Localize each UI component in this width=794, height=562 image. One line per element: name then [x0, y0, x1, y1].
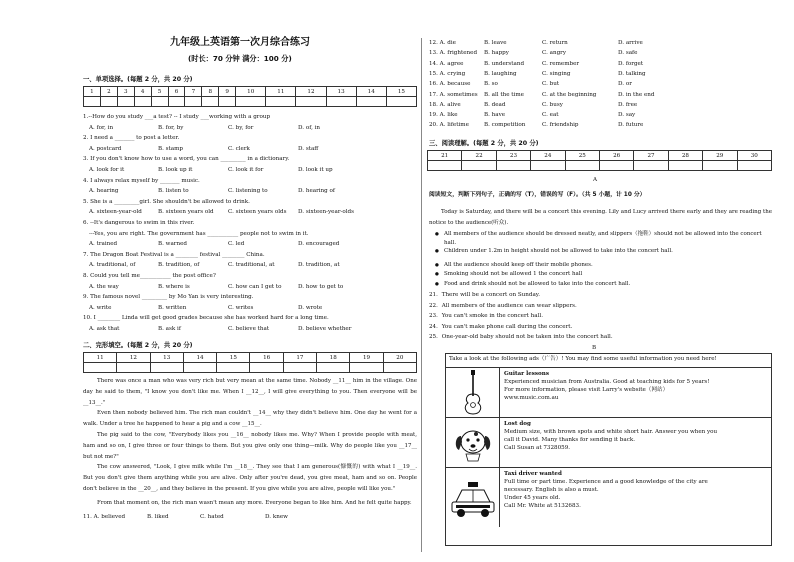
true-false-statement: 21．There will be a concert on Sunday. [429, 292, 540, 298]
option-text: A. the way [89, 283, 119, 290]
passage-paragraph: Even then nobody believed him. The rich man couldn't __14__ why they didn't believe him. One day he went for a walk. Under a tree he happened to hear a pig and a cow __15__. [83, 410, 417, 427]
option-text: C. busy [542, 101, 563, 108]
option-text: C. look it for [228, 167, 264, 173]
taxi-picture [446, 468, 500, 527]
section2-heading: 二、完形填空。(每题 2 分，共 20 分) [83, 342, 193, 349]
option-text: B. happy [484, 50, 509, 57]
option-text: B. all the time [484, 91, 524, 98]
answer-grid-1 [83, 86, 417, 107]
option-text: C. remember [542, 60, 580, 67]
ads-box [445, 353, 772, 546]
question-number-cell: 21 [428, 151, 462, 161]
option-text: B. sixteen years old [158, 209, 214, 216]
part-b-label: B [592, 345, 597, 351]
option-text: 20. A. lifetime [429, 122, 469, 129]
answer-cell[interactable] [185, 97, 202, 107]
option-text: A. hearing [89, 188, 119, 195]
option-text: C. how can I get to [228, 283, 282, 290]
answer-cell[interactable] [117, 363, 150, 373]
option-text: 13. A. frightened [429, 50, 478, 57]
notice-bullet: ● Children under 1.2m in height should not be allowed to take into the concert hall. [444, 248, 673, 255]
question-number-cell: 20 [383, 353, 416, 363]
reading-intro: Today is Saturday, and there will be a concert this evening. Lily and Lucy arrived there early and they are reading the notice to the audience(听众). [429, 209, 772, 226]
answer-cell[interactable] [150, 363, 183, 373]
question-number-cell: 22 [462, 151, 496, 161]
question-stem: 8. Could you tell me___________ the post office? [83, 273, 216, 279]
option-text: A. postcard [89, 145, 122, 152]
answer-cell[interactable] [117, 97, 134, 107]
option-text: A. write [89, 304, 112, 311]
answer-cell[interactable] [266, 97, 296, 107]
true-false-statement: 24．You can't make phone call during the concert. [429, 323, 573, 330]
option-text: D. tradition, at [298, 262, 340, 269]
option-text: C. believe that [228, 326, 270, 332]
question-number-cell: 19 [350, 353, 383, 363]
answer-grid-2 [83, 352, 417, 373]
answer-cell[interactable] [250, 363, 283, 373]
option-text: C. sixteen years olds [228, 209, 287, 216]
answer-cell[interactable] [737, 161, 771, 171]
answer-cell[interactable] [356, 97, 386, 107]
answer-cell[interactable] [383, 363, 416, 373]
answer-cell[interactable] [236, 97, 266, 107]
question-number-cell: 28 [668, 151, 702, 161]
question-number-cell: 24 [531, 151, 565, 161]
option-text: B. written [158, 304, 187, 311]
answer-cell[interactable] [599, 161, 633, 171]
option-text: D. in the end [618, 91, 655, 98]
option-text: D. safe [618, 50, 638, 57]
option-text: B. ask if [158, 326, 181, 332]
option-text: C. angry [542, 50, 566, 57]
option-text: C. traditional, at [228, 262, 275, 269]
option-text: A. ask that [89, 326, 120, 332]
ad-line: Full time or part time. Experience and a good knowledge of the city are [504, 479, 708, 485]
option-text: B. competition [484, 122, 526, 129]
question-number-cell: 11 [266, 87, 296, 97]
question-number-cell: 3 [117, 87, 134, 97]
question-number-cell: 10 [236, 87, 266, 97]
question-stem: 2. I need a _______ to post a letter. [83, 135, 180, 142]
question-number-cell: 16 [250, 353, 283, 363]
answer-cell[interactable] [283, 363, 316, 373]
passage-paragraph: The cow answered, "Look, I give milk while I'm __18__. They see that I am generous(慷慨的) with what I __19__. But you don't give them anything while you are alive. Only after you're dead, you give meat, ham and so on. People don't believe in the __20__, and they believe in the present. If you give while you are alive, people will like you." [83, 464, 417, 492]
question-number-cell: 25 [565, 151, 599, 161]
option-text: 16. A. because [429, 81, 471, 88]
option-text: 18. A. alive [429, 101, 461, 108]
option-text: D. arrive [618, 40, 643, 46]
option-text: D. of, in [298, 124, 321, 131]
question-number-cell: 29 [703, 151, 737, 161]
option-text: B. where is [158, 283, 190, 290]
option-text: B. leave [484, 40, 507, 46]
passage-paragraph: From that moment on, the rich man wasn't mean any more. Everyone began to like him. And he felt quite happy. [97, 500, 412, 506]
option-text: C. singing [542, 70, 571, 77]
option-text: D. wrote [298, 304, 323, 311]
ad-lost-dog [446, 417, 771, 467]
section3-heading: 三、阅读理解。(每题 2 分，共 20 分) [429, 140, 539, 147]
question-stem: 4. I always relax myself by _______ music. [83, 177, 200, 184]
reading-instruction: 阅读短文，判断下列句子，正确的写（T），错误的写（F）。（共 5 小题，计 10 分） [429, 192, 646, 198]
guitar-icon [446, 368, 500, 418]
answer-cell[interactable] [296, 97, 326, 107]
question-number-cell: 18 [317, 353, 350, 363]
question-number-cell: 23 [496, 151, 530, 161]
answer-cell[interactable] [100, 97, 117, 107]
ad-line: Experienced musician from Australia. Good at teaching kids for 5 years! [504, 379, 710, 385]
question-number-cell: 14 [356, 87, 386, 97]
answer-cell[interactable] [217, 363, 250, 373]
ad-line: Call Susan at 7328059. [504, 445, 571, 451]
option-text: C. clerk [228, 145, 250, 152]
option-text: B. have [484, 112, 506, 119]
option-text: 12. A. die [429, 40, 456, 46]
ad-line: Under 45 years old. [504, 495, 561, 501]
ad-title: Guitar lessons [504, 371, 550, 377]
option-text: D. encouraged [298, 241, 340, 248]
option-text: B. for, by [158, 124, 184, 131]
answer-cell[interactable] [317, 363, 350, 373]
answer-cell[interactable] [168, 97, 185, 107]
option-text: B. dead [484, 101, 506, 108]
option-text: 17. A. sometimes [429, 91, 478, 98]
question-number-cell: 12 [117, 353, 150, 363]
question-number-cell: 15 [386, 87, 416, 97]
answer-cell[interactable] [326, 97, 356, 107]
taxi-icon [446, 468, 500, 528]
option-text: C. led [228, 241, 245, 248]
option-text: 11. A. believed [83, 514, 126, 520]
option-text: C. by, for [228, 124, 254, 131]
option-text: B. stamp [158, 145, 184, 152]
option-text: B. understand [484, 60, 525, 67]
option-text: A. sixteen-year-old [89, 209, 142, 216]
question-number-cell: 27 [634, 151, 668, 161]
option-text: B. tradition, of [158, 262, 200, 269]
guitar-picture [446, 368, 500, 417]
answer-cell[interactable] [462, 161, 496, 171]
option-text: D. believe whether [298, 326, 352, 332]
question-number-cell: 6 [168, 87, 185, 97]
question-number-cell: 12 [296, 87, 326, 97]
option-text: B. liked [147, 514, 169, 520]
option-text: D. talking [618, 70, 646, 77]
question-number-cell: 26 [599, 151, 633, 161]
question-stem: 10. I ________ Linda will get good grades because she has worked hard for a long time. [83, 315, 329, 322]
ad-title: Taxi driver wanted [504, 471, 562, 477]
answer-cell[interactable] [496, 161, 530, 171]
true-false-statement: 22．All members of the audience can wear slippers. [429, 302, 577, 309]
answer-cell[interactable] [386, 97, 416, 107]
answer-cell[interactable] [84, 363, 117, 373]
option-text: D. forget [618, 60, 644, 67]
answer-cell[interactable] [531, 161, 565, 171]
answer-cell[interactable] [350, 363, 383, 373]
ad-title: Lost dog [504, 421, 531, 427]
answer-cell[interactable] [219, 97, 236, 107]
option-text: 14. A. agree [429, 60, 464, 67]
option-text: B. look up it [158, 167, 193, 173]
notice-bullet: ● All the audience should keep off their mobile phones. [444, 262, 593, 269]
question-stem: 7. The Dragon Boat Festival is a ________ festival ________ China. [83, 251, 265, 258]
option-text: B. warned [158, 241, 187, 248]
question-number-cell: 8 [202, 87, 219, 97]
ad-line: For more information, please visit Larry's website（网站） [504, 387, 669, 393]
passage-paragraph: The pig said to the cow, "Everybody likes you __16__ nobody likes me. Why? When I provide people with meat, ham and so on, I give three or four things to them. But you give only one thing—milk. Why do people like you __17__ but not me?" [83, 432, 417, 460]
notice-bullet: ● All members of the audience should be dressed neatly, and slippers（拖鞋）should not be allowed into the concert hall. [444, 230, 772, 248]
answer-cell[interactable] [151, 97, 168, 107]
passage-paragraph: There was once a man who was very rich but very mean at the same time. Nobody __11__ him in the village. One day he said to them, "I know you don't like me. When I __12__, I will give everything to you. Then everyone will be __13__." [83, 378, 417, 406]
option-text: B. laughing [484, 70, 517, 77]
question-number-cell: 30 [737, 151, 771, 161]
dog-picture [446, 418, 500, 467]
ad-line: call it David. Many thanks for sending it back. [504, 437, 636, 443]
ad-line: necessary. English is also a must. [504, 487, 599, 493]
page-title: 九年级上英语第一次月综合练习 [170, 37, 310, 48]
option-text: A. traditional, of [89, 262, 136, 269]
ad-guitar [446, 367, 771, 417]
part-a-label: A [593, 177, 598, 183]
question-number-cell: 14 [183, 353, 216, 363]
option-text: C. hated [200, 514, 224, 520]
question-number-cell: 17 [283, 353, 316, 363]
question-number-cell: 7 [185, 87, 202, 97]
option-text: D. hearing of [298, 188, 335, 195]
answer-cell[interactable] [703, 161, 737, 171]
option-text: D. sixteen-year-olds [298, 209, 354, 216]
answer-cell[interactable] [134, 97, 151, 107]
option-text: C. listening to [228, 188, 268, 195]
question-number-cell: 1 [84, 87, 101, 97]
option-text: A. look for it [89, 167, 125, 173]
column-divider [421, 38, 422, 552]
section1-heading: 一、单项选择。(每题 2 分，共 20 分) [83, 76, 193, 83]
question-number-cell: 5 [151, 87, 168, 97]
question-number-cell: 13 [326, 87, 356, 97]
option-text: D. look it up [298, 167, 333, 173]
question-number-cell: 11 [84, 353, 117, 363]
answer-cell[interactable] [565, 161, 599, 171]
option-text: C. writes [228, 304, 254, 311]
option-text: A. for, in [89, 124, 114, 131]
option-text: A. trained [89, 241, 118, 248]
question-stem: 3. If you don't know how to use a word, you can _________ in a dictionary. [83, 156, 290, 163]
option-text: C. but [542, 81, 560, 88]
answer-cell[interactable] [634, 161, 668, 171]
notice-bullet: ● Smoking should not be allowed 1 the concert hall [444, 271, 582, 278]
question-stem: 1.--How do you study ___a test? -- I study ___working with a group [83, 114, 271, 120]
question-number-cell: 13 [150, 353, 183, 363]
option-text: D. future [618, 122, 644, 129]
true-false-statement: 25．One-year-old baby should not be taken into the concert hall. [429, 334, 613, 340]
question-number-cell: 9 [219, 87, 236, 97]
option-text: D. knew [265, 514, 288, 520]
ads-header: Take a look at the following ads（广告）! You may find some useful information you need here! [449, 356, 717, 362]
option-text: B. so [484, 81, 498, 88]
option-text: D. or [618, 81, 632, 88]
option-text: D. say [618, 112, 636, 119]
answer-cell[interactable] [202, 97, 219, 107]
option-text: 19. A. like [429, 112, 458, 119]
option-text: C. return [542, 40, 568, 46]
dog-icon [446, 418, 500, 468]
question-stem: 5. She is a _________girl. She shouldn't be allowed to drink. [83, 198, 250, 205]
answer-cell[interactable] [84, 97, 101, 107]
ad-taxi-driver [446, 467, 771, 527]
page-subtitle: (时长：70 分钟 满分：100 分) [188, 54, 292, 63]
ad-line: www.music.com.au [504, 395, 559, 401]
option-text: C. at the beginning [542, 91, 597, 98]
notice-bullet: ● Food and drink should not be allowed to take into the concert hall. [444, 281, 630, 288]
answer-cell[interactable] [668, 161, 702, 171]
option-text: B. listen to [158, 188, 189, 195]
question-number-cell: 15 [217, 353, 250, 363]
option-text: D. how to get to [298, 283, 344, 290]
ad-line: Medium size, with brown spots and white short hair. Answer you when you [504, 429, 718, 435]
option-text: D. free [618, 101, 638, 108]
question-number-cell: 4 [134, 87, 151, 97]
answer-cell[interactable] [183, 363, 216, 373]
option-text: C. friendship [542, 122, 579, 129]
question-number-cell: 2 [100, 87, 117, 97]
question-stem: 6. --It's dangerous to swim in this river. [83, 220, 195, 226]
option-text: C. eat [542, 112, 559, 119]
option-text: 15. A. crying [429, 70, 466, 77]
answer-cell[interactable] [428, 161, 462, 171]
ad-line: Call Mr. White at 5132683. [504, 503, 581, 509]
question-stem: ---Yes, you are right. The government has ___________ people not to swim in it. [89, 230, 309, 237]
question-stem: 9. The famous novel _________ by Mo Yan is very interesting. [83, 294, 254, 301]
answer-grid-3 [427, 150, 772, 171]
true-false-statement: 23．You can't smoke in the concert hall. [429, 313, 543, 319]
option-text: D. staff [298, 145, 319, 152]
